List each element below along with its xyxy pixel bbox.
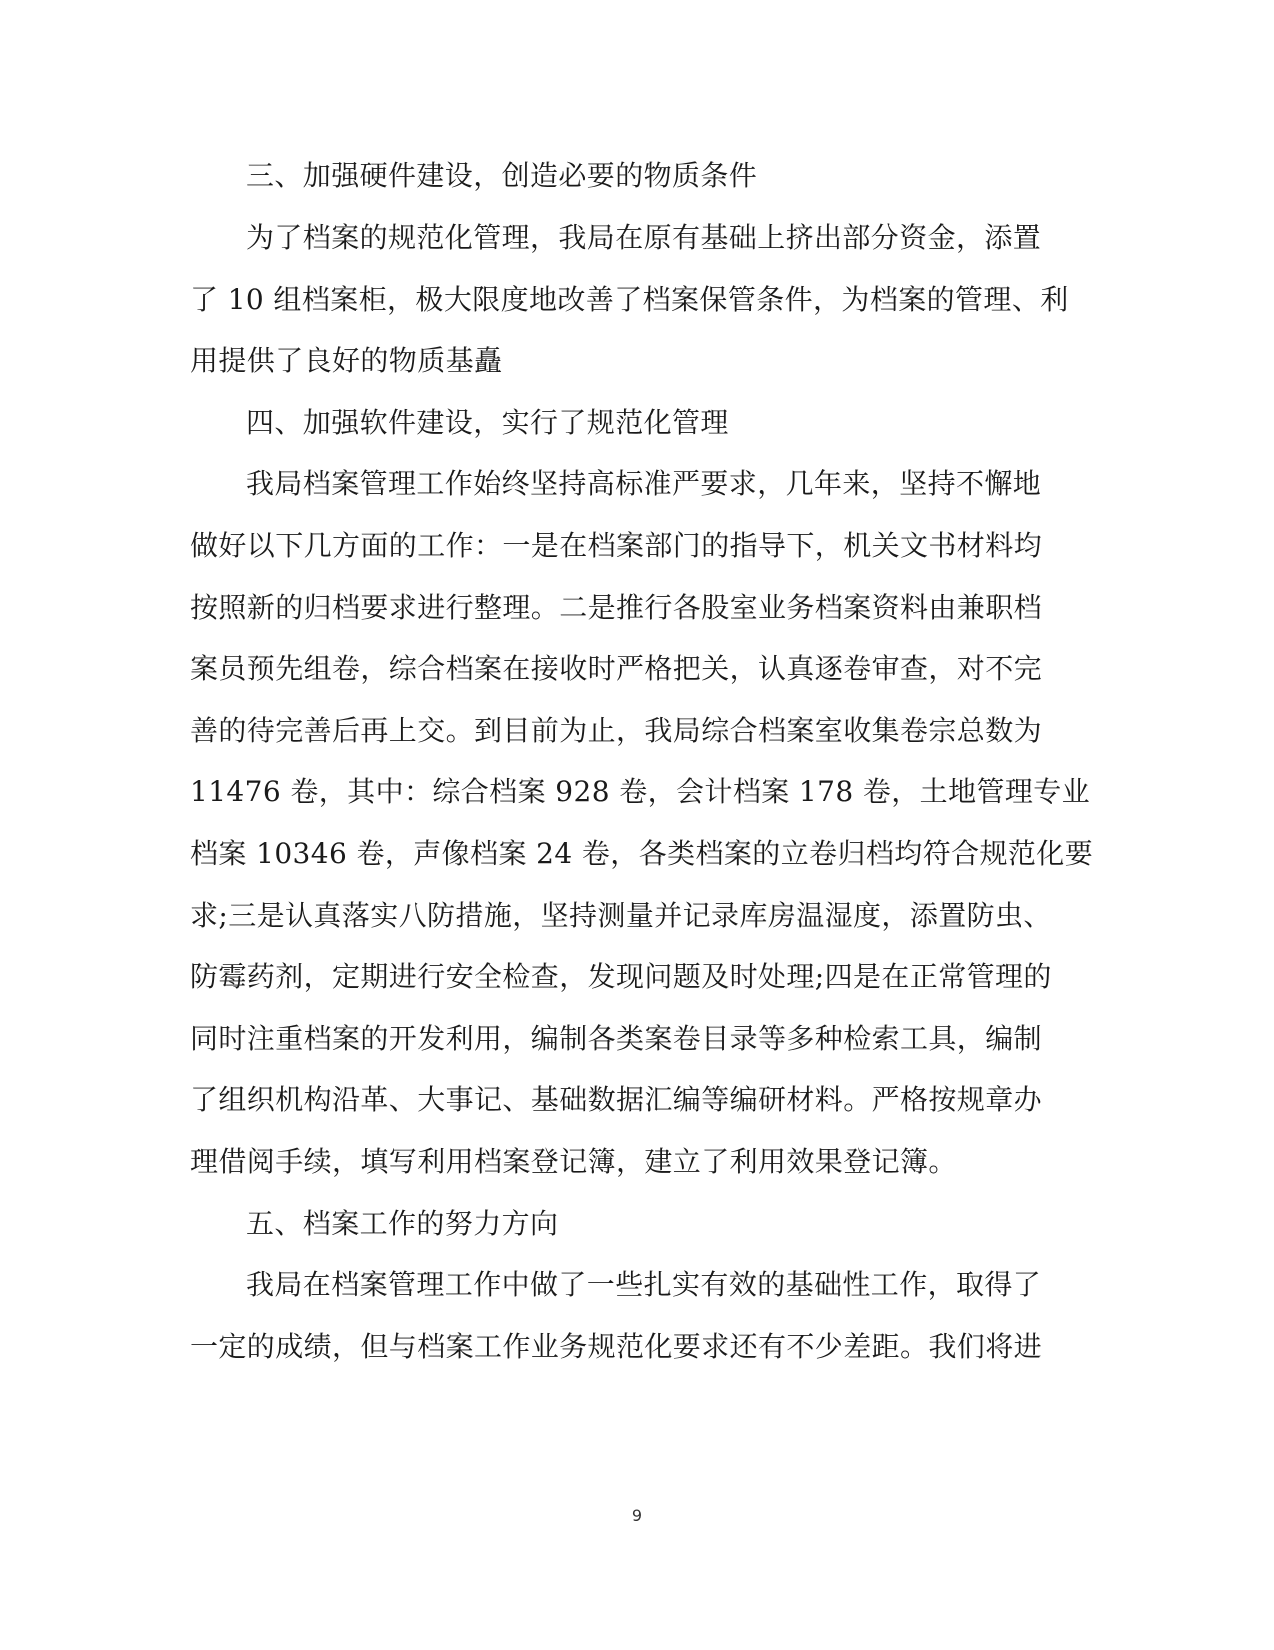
- paragraph-line: 防霉药剂，定期进行安全检查，发现问题及时处理;四是在正常管理的: [190, 960, 1052, 993]
- paragraph-line: 同时注重档案的开发利用，编制各类案卷目录等多种检索工具，编制: [190, 1022, 1043, 1055]
- paragraph-line: 理借阅手续，填写利用档案登记簿，建立了利用效果登记簿。: [190, 1145, 957, 1178]
- paragraph-line: 我局在档案管理工作中做了一些扎实有效的基础性工作，取得了: [246, 1268, 1042, 1301]
- paragraph-line: 我局档案管理工作始终坚持高标准严要求，几年来，坚持不懈地: [246, 467, 1042, 500]
- paragraph-line: 了组织机构沿革、大事记、基础数据汇编等编研材料。严格按规章办: [190, 1083, 1043, 1116]
- paragraph-line: 一定的成绩，但与档案工作业务规范化要求还有不少差距。我们将进: [190, 1330, 1043, 1363]
- paragraph-line: 案员预先组卷，综合档案在接收时严格把关，认真逐卷审查，对不完: [190, 652, 1043, 685]
- paragraph-line: 按照新的归档要求进行整理。二是推行各股室业务档案资料由兼职档: [190, 591, 1043, 624]
- paragraph-line: 了 10 组档案柜，极大限度地改善了档案保管条件，为档案的管理、利: [190, 283, 1069, 316]
- paragraph-line: 善的待完善后再上交。到目前为止，我局综合档案室收集卷宗总数为: [190, 714, 1043, 747]
- paragraph-line: 用提供了良好的物质基矗: [190, 344, 503, 377]
- paragraph-line: 为了档案的规范化管理，我局在原有基础上挤出部分资金，添置: [246, 221, 1042, 254]
- paragraph-line: 求;三是认真落实八防措施，坚持测量并记录库房温湿度，添置防虫、: [190, 899, 1052, 932]
- section-heading-5: 五、档案工作的努力方向: [246, 1207, 559, 1240]
- paragraph-line: 11476 卷，其中：综合档案 928 卷，会计档案 178 卷，土地管理专业: [190, 775, 1091, 808]
- paragraph-line: 档案 10346 卷，声像档案 24 卷，各类档案的立卷归档均符合规范化要: [190, 837, 1094, 870]
- paragraph-line: 做好以下几方面的工作：一是在档案部门的指导下，机关文书材料均: [190, 529, 1043, 562]
- page-number: 9: [631, 1506, 643, 1525]
- section-heading-3: 三、加强硬件建设，创造必要的物质条件: [246, 159, 758, 192]
- section-heading-4: 四、加强软件建设，实行了规范化管理: [246, 406, 729, 439]
